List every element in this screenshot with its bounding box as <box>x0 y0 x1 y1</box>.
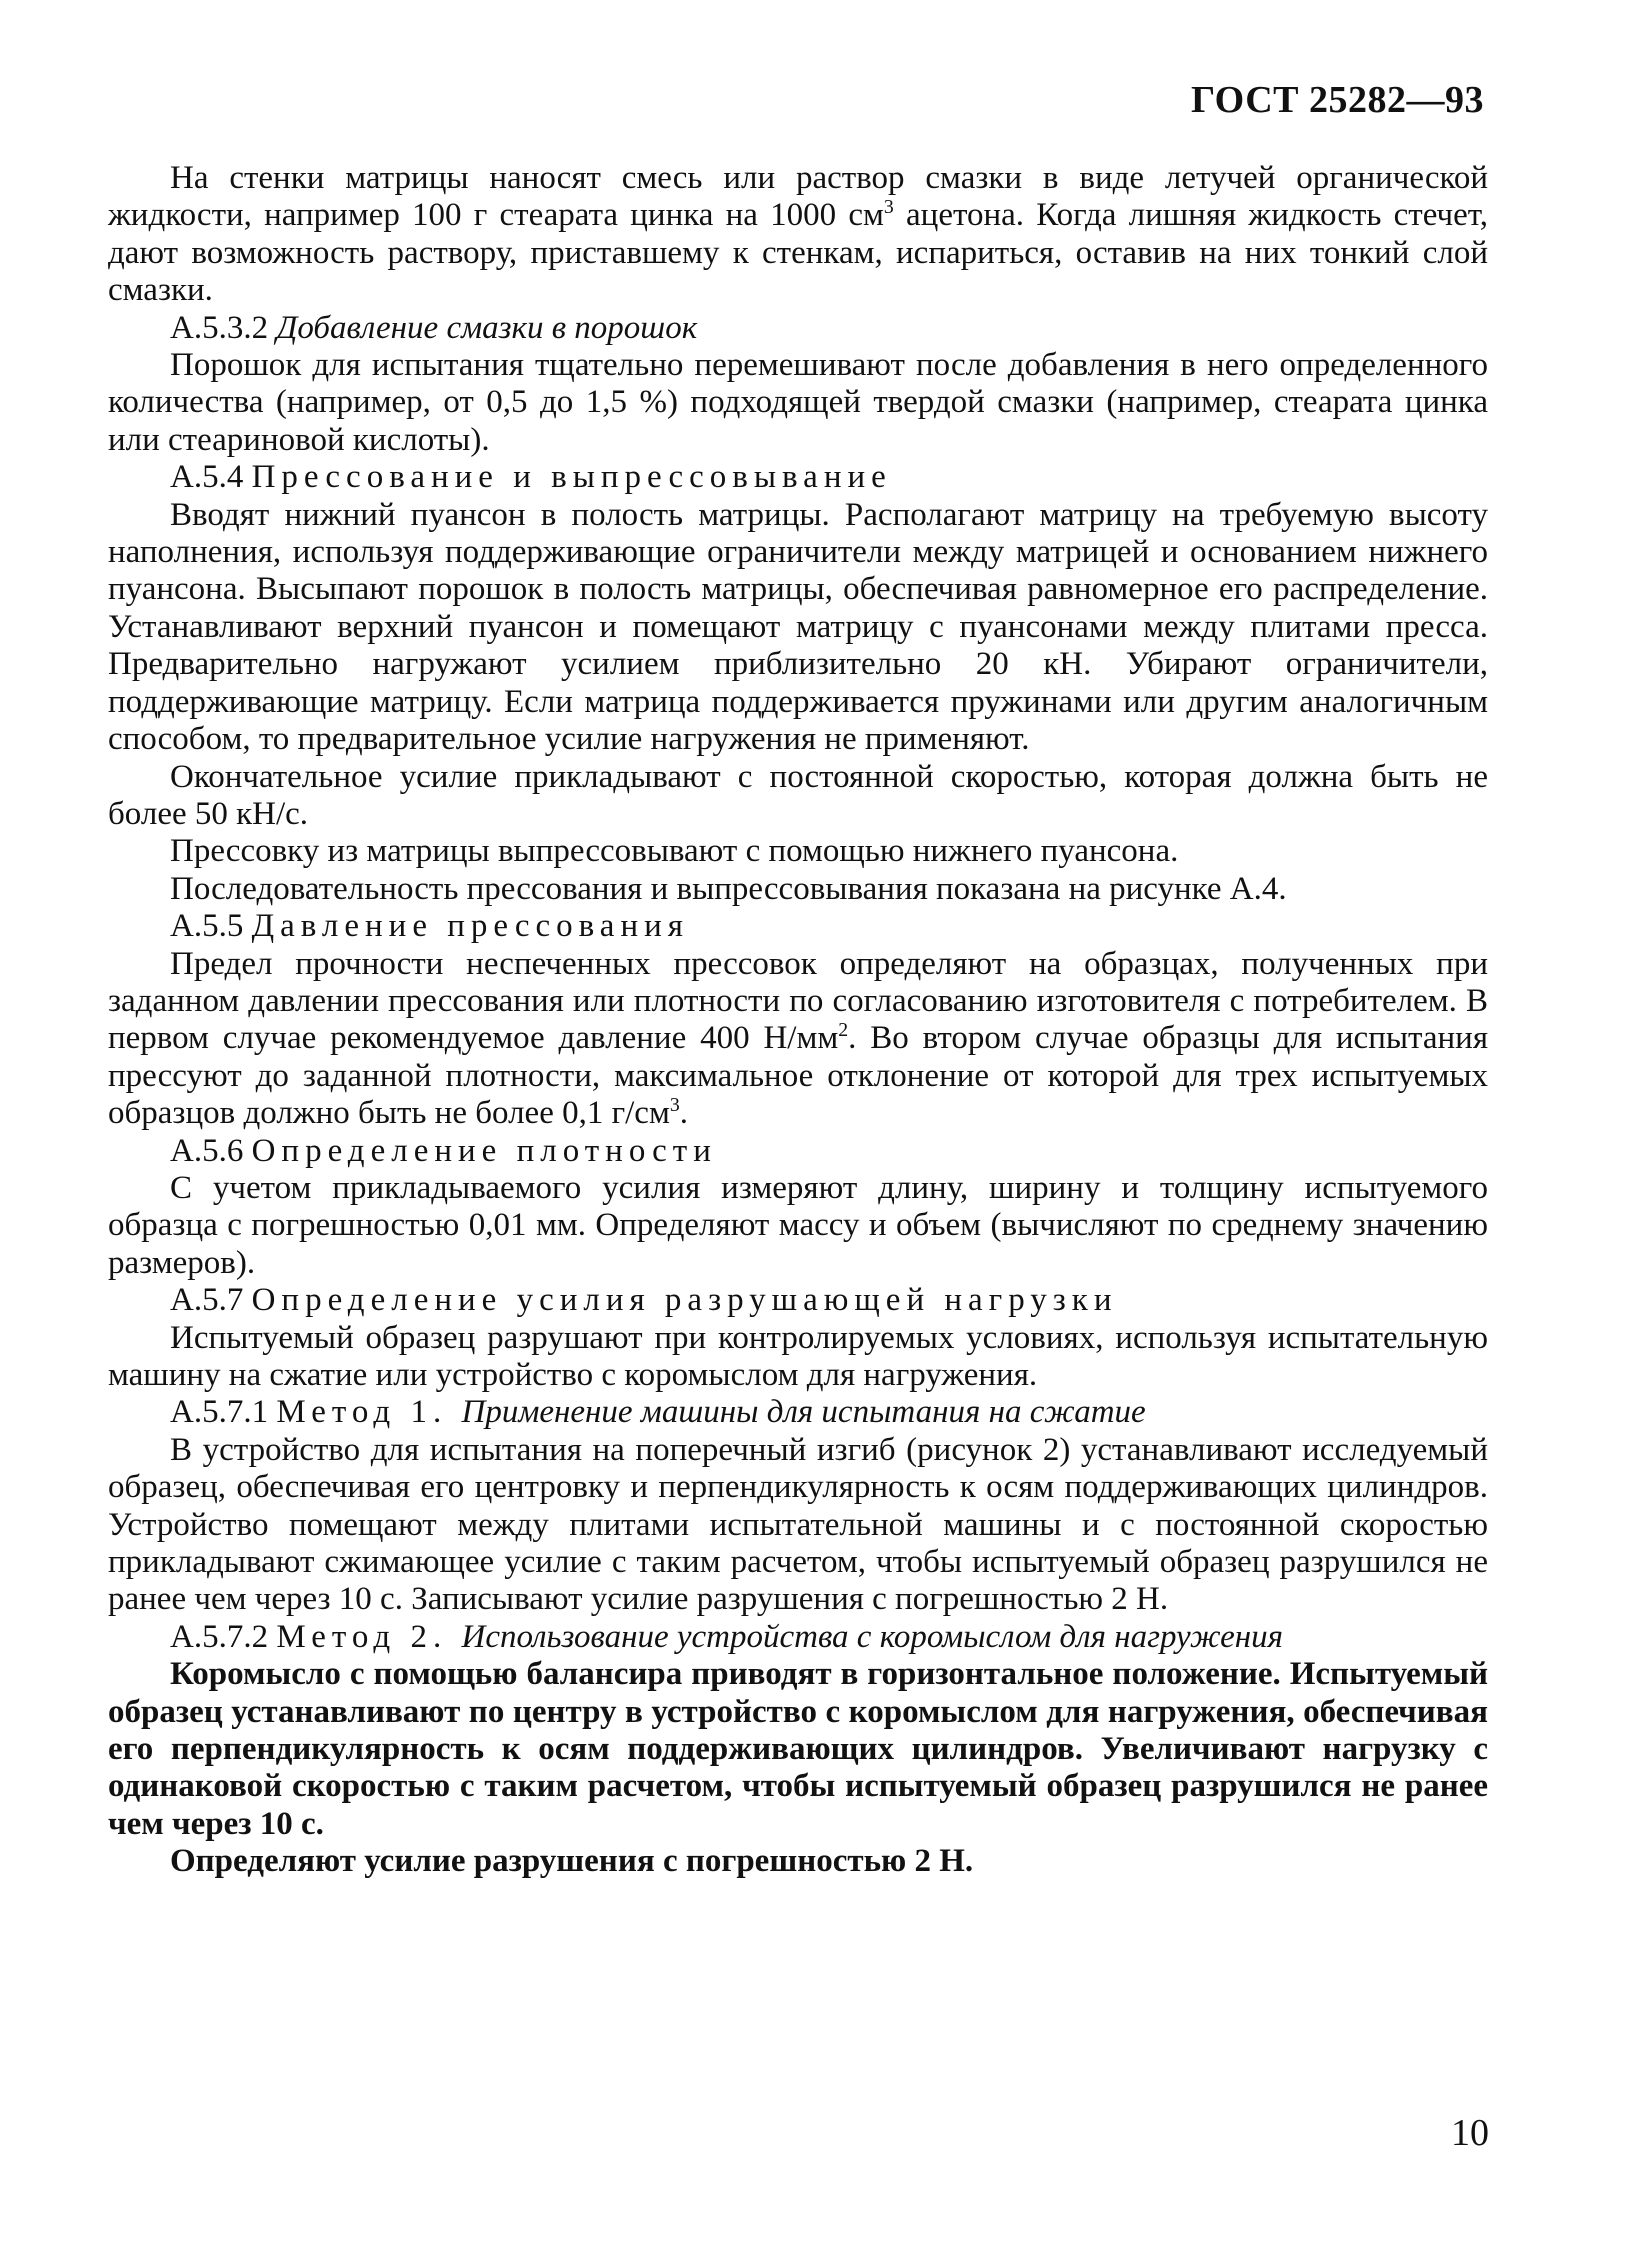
paragraph-a55: Предел прочности неспеченных прессовок определяют на образцах, полученных при заданном давлении прессования или плотности по согласованию изготовителя с потребителем. В первом случае рекомендуемое давление 400 $Н/мм^2$. Во втором случае образцы для испытания прессуют до заданной плотности, максимальное отклонение от которой для трех испытуемых образцов должно быть не более 0,1 $г/см^3$. <box>108 945 1488 1132</box>
section-heading-a571: А.5.7.1 Метод 1. Применение машины для испытания на сжатие <box>170 1394 1146 1431</box>
document-body <box>108 160 1488 1881</box>
paragraph-a54-final-force: Окончательное усилие прикладывают с постоянной скоростью, которая должна быть не более 50 кН/с. <box>108 758 1488 832</box>
paragraph-a56: С учетом прикладываемого усилия измеряют длину, ширину и толщину испытуемого образца с погрешностью 0,01 мм. Определяют массу и объем (вычисляют по среднему значению размеров). <box>108 1169 1488 1281</box>
section-heading-a532: А.5.3.2 Добавление смазки в порошок <box>170 309 698 346</box>
paragraph-a532: Порошок для испытания тщательно перемешивают после добавления в него определенного количества (например, от 0,5 до 1,5 %) подходящей твердой смазки (например, стеарата цинка или стеариновой кислоты). <box>108 347 1488 458</box>
section-heading-a57: А.5.7 Определение усилия разрушающей нагрузки <box>170 1282 1118 1319</box>
paragraph-a54-procedure: Вводят нижний пуансон в полость матрицы. Располагают матрицу на требуемую высоту наполнения, используя поддерживающие ограничители между матрицей и основанием нижнего пуансона. Высыпают порошок в полость матрицы, обеспечивая равномерное его распределение. Устанавливают верхний пуансон и помещают матрицу с пуансонами между плитами пресса. Предварительно нагружают усилием приблизительно 20 кН. Убирают ограничители, поддерживающие матрицу. Если матрица поддерживается пружинами или другим аналогичным способом, то предварительное усилие нагружения не применяют. <box>108 496 1488 758</box>
paragraph-a54-ejection: Прессовку из матрицы выпрессовывают с помощью нижнего пуансона. <box>170 833 1179 870</box>
paragraph-a54-figure-ref: Последовательность прессования и выпрессовывания показана на рисунке А.4. <box>170 870 1287 907</box>
paragraph-lubricant-coating: На стенки матрицы наносят смесь или раствор смазки в виде летучей органической жидкости, например 100 г стеарата цинка на 1000 $см^3$ ацетона. Когда лишняя жидкость стечет, дают возможность раствору, приставшему к стенкам, испариться, оставив на них тонкий слой смазки. <box>108 160 1488 309</box>
section-heading-a572: А.5.7.2 Метод 2. Использование устройства с коромыслом для нагружения <box>170 1618 1283 1655</box>
section-heading-a54: А.5.4 Прессование и выпрессовывание <box>170 459 892 496</box>
paragraph-a572-result: Определяют усилие разрушения с погрешностью 2 Н. <box>170 1843 974 1880</box>
section-heading-a56: А.5.6 Определение плотности <box>170 1132 717 1169</box>
paragraph-a572-procedure: Коромысло с помощью балансира приводят в горизонтальное положение. Испытуемый образец устанавливают по центру в устройство с коромыслом для нагружения, обеспечивая его перпендикулярность к осям поддерживающих цилиндров. Увеличивают нагрузку с одинаковой скоростью с таким расчетом, чтобы испытуемый образец разрушился не ранее чем через 10 с. <box>108 1656 1488 1842</box>
paragraph-a57: Испытуемый образец разрушают при контролируемых условиях, используя испытательную машину на сжатие или устройство с коромыслом для нагружения. <box>108 1319 1488 1393</box>
document-code-header: ГОСТ 25282—93 <box>1190 79 1484 121</box>
paragraph-a571: В устройство для испытания на поперечный изгиб (рисунок 2) устанавливают исследуемый образец, обеспечивая его центровку и перпендикулярность к осям поддерживающих цилиндров. Устройство помещают между плитами испытательной машины и с постоянной скоростью прикладывают сжимающее усилие с таким расчетом, чтобы испытуемый образец разрушился не ранее чем через 10 с. Записывают усилие разрушения с погрешностью 2 Н. <box>108 1431 1488 1618</box>
page-number: 10 <box>1451 2112 1489 2154</box>
section-heading-a55: А.5.5 Давление прессования <box>170 908 689 945</box>
